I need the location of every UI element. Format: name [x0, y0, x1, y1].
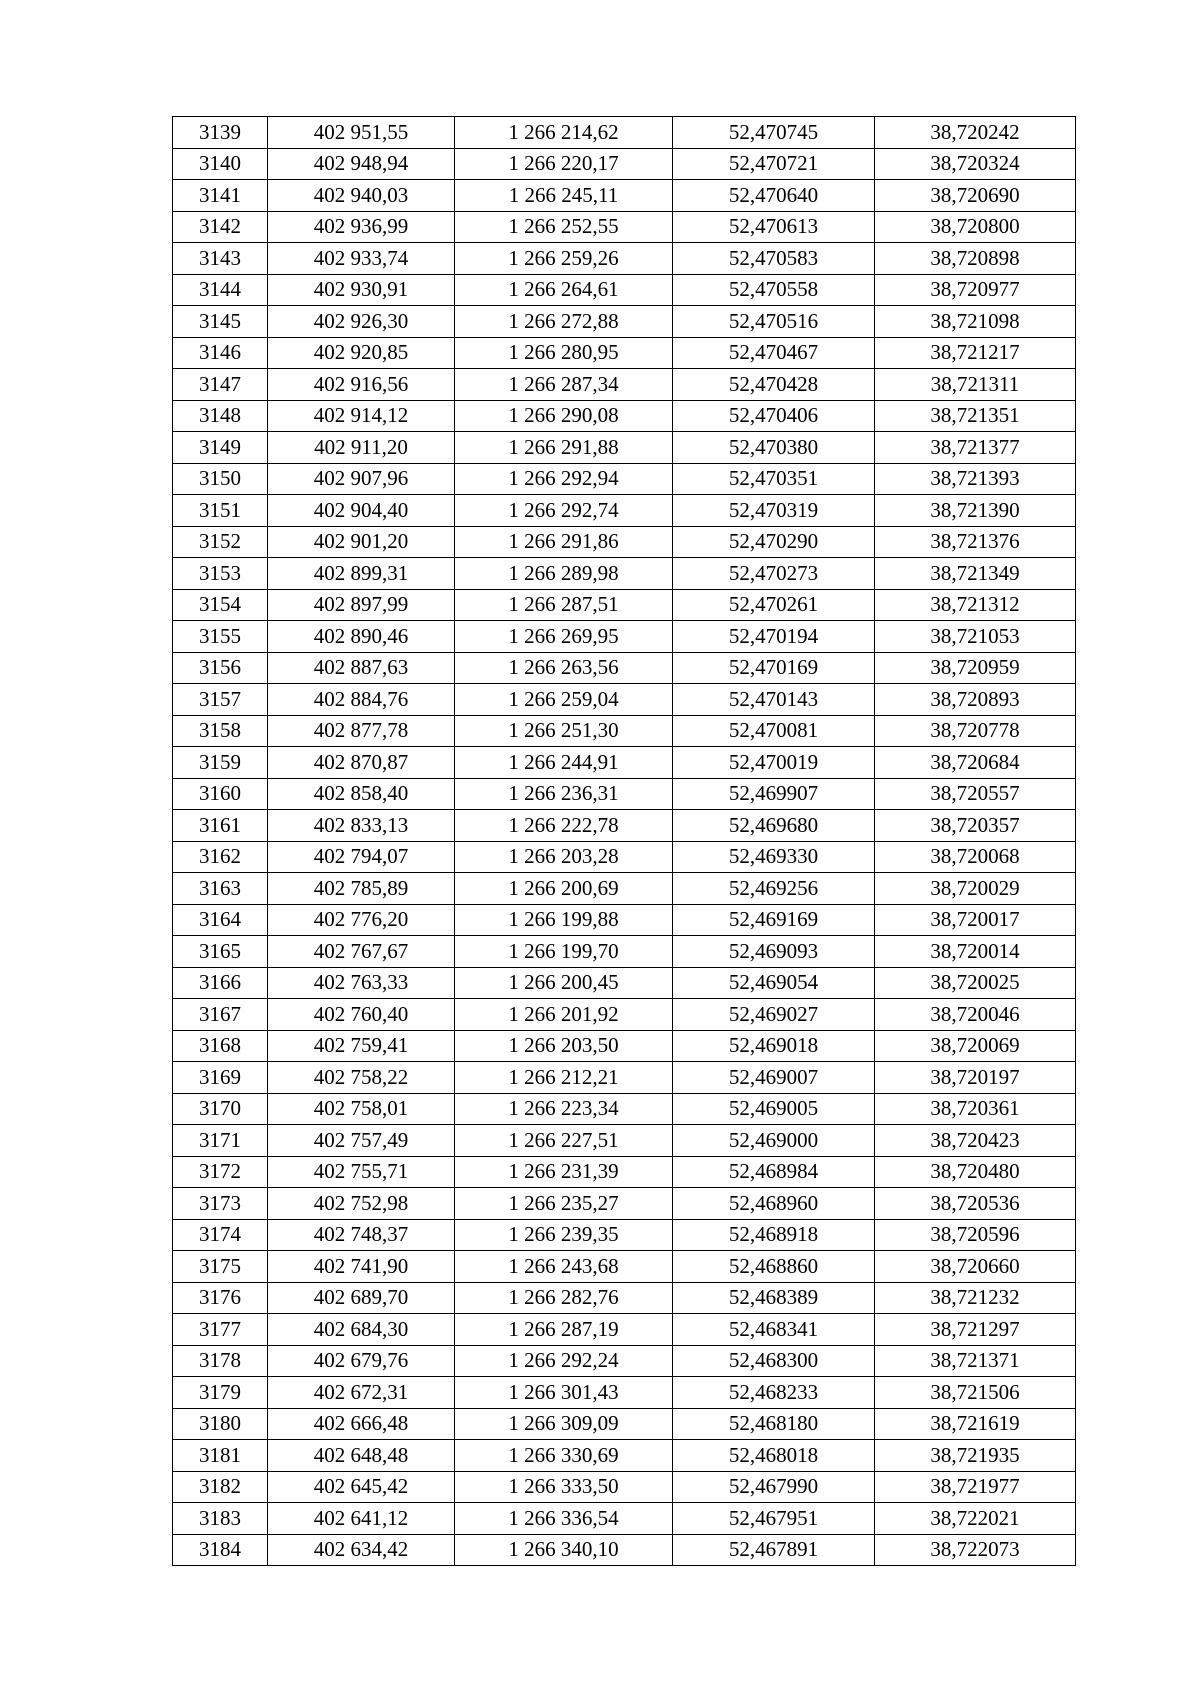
table-row — [173, 400, 1076, 432]
x-coordinate-cell: 402 916,56 — [268, 369, 455, 401]
x-coordinate-cell: 402 920,85 — [268, 337, 455, 369]
point-number-cell: 3184 — [173, 1534, 268, 1566]
table-row — [173, 1125, 1076, 1157]
point-number-cell: 3140 — [173, 148, 268, 180]
x-coordinate-cell: 402 634,42 — [268, 1534, 455, 1566]
table-row — [173, 243, 1076, 275]
point-number-cell: 3155 — [173, 621, 268, 653]
longitude-cell: 38,721935 — [875, 1440, 1076, 1472]
latitude-cell: 52,470745 — [673, 117, 875, 149]
latitude-cell: 52,468341 — [673, 1314, 875, 1346]
table-row — [173, 526, 1076, 558]
point-number-cell: 3173 — [173, 1188, 268, 1220]
latitude-cell: 52,470261 — [673, 589, 875, 621]
y-coordinate-cell: 1 266 259,04 — [455, 684, 673, 716]
table-row — [173, 904, 1076, 936]
table-row — [173, 211, 1076, 243]
latitude-cell: 52,468860 — [673, 1251, 875, 1283]
y-coordinate-cell: 1 266 236,31 — [455, 778, 673, 810]
longitude-cell: 38,720660 — [875, 1251, 1076, 1283]
point-number-cell: 3148 — [173, 400, 268, 432]
longitude-cell: 38,721053 — [875, 621, 1076, 653]
table-row — [173, 1314, 1076, 1346]
y-coordinate-cell: 1 266 292,74 — [455, 495, 673, 527]
point-number-cell: 3153 — [173, 558, 268, 590]
longitude-cell: 38,720357 — [875, 810, 1076, 842]
x-coordinate-cell: 402 759,41 — [268, 1030, 455, 1062]
y-coordinate-cell: 1 266 264,61 — [455, 274, 673, 306]
x-coordinate-cell: 402 904,40 — [268, 495, 455, 527]
x-coordinate-cell: 402 679,76 — [268, 1345, 455, 1377]
longitude-cell: 38,720014 — [875, 936, 1076, 968]
x-coordinate-cell: 402 785,89 — [268, 873, 455, 905]
y-coordinate-cell: 1 266 251,30 — [455, 715, 673, 747]
x-coordinate-cell: 402 758,22 — [268, 1062, 455, 1094]
y-coordinate-cell: 1 266 292,24 — [455, 1345, 673, 1377]
latitude-cell: 52,470290 — [673, 526, 875, 558]
point-number-cell: 3172 — [173, 1156, 268, 1188]
point-number-cell: 3164 — [173, 904, 268, 936]
longitude-cell: 38,720069 — [875, 1030, 1076, 1062]
point-number-cell: 3171 — [173, 1125, 268, 1157]
latitude-cell: 52,470516 — [673, 306, 875, 338]
point-number-cell: 3167 — [173, 999, 268, 1031]
x-coordinate-cell: 402 689,70 — [268, 1282, 455, 1314]
y-coordinate-cell: 1 266 243,68 — [455, 1251, 673, 1283]
y-coordinate-cell: 1 266 291,88 — [455, 432, 673, 464]
latitude-cell: 52,470351 — [673, 463, 875, 495]
x-coordinate-cell: 402 933,74 — [268, 243, 455, 275]
x-coordinate-cell: 402 672,31 — [268, 1377, 455, 1409]
longitude-cell: 38,720046 — [875, 999, 1076, 1031]
y-coordinate-cell: 1 266 227,51 — [455, 1125, 673, 1157]
table-row — [173, 337, 1076, 369]
y-coordinate-cell: 1 266 287,34 — [455, 369, 673, 401]
table-row — [173, 148, 1076, 180]
latitude-cell: 52,468984 — [673, 1156, 875, 1188]
longitude-cell: 38,721506 — [875, 1377, 1076, 1409]
table-row — [173, 463, 1076, 495]
y-coordinate-cell: 1 266 280,95 — [455, 337, 673, 369]
table-row — [173, 117, 1076, 149]
x-coordinate-cell: 402 755,71 — [268, 1156, 455, 1188]
y-coordinate-cell: 1 266 203,50 — [455, 1030, 673, 1062]
longitude-cell: 38,720017 — [875, 904, 1076, 936]
table-row — [173, 1251, 1076, 1283]
point-number-cell: 3181 — [173, 1440, 268, 1472]
longitude-cell: 38,721371 — [875, 1345, 1076, 1377]
latitude-cell: 52,469027 — [673, 999, 875, 1031]
point-number-cell: 3174 — [173, 1219, 268, 1251]
longitude-cell: 38,720197 — [875, 1062, 1076, 1094]
y-coordinate-cell: 1 266 287,51 — [455, 589, 673, 621]
x-coordinate-cell: 402 763,33 — [268, 967, 455, 999]
latitude-cell: 52,468300 — [673, 1345, 875, 1377]
point-number-cell: 3182 — [173, 1471, 268, 1503]
point-number-cell: 3159 — [173, 747, 268, 779]
y-coordinate-cell: 1 266 200,45 — [455, 967, 673, 999]
x-coordinate-cell: 402 901,20 — [268, 526, 455, 558]
x-coordinate-cell: 402 794,07 — [268, 841, 455, 873]
x-coordinate-cell: 402 936,99 — [268, 211, 455, 243]
point-number-cell: 3161 — [173, 810, 268, 842]
table-row — [173, 1188, 1076, 1220]
table-row — [173, 1377, 1076, 1409]
latitude-cell: 52,469680 — [673, 810, 875, 842]
longitude-cell: 38,720959 — [875, 652, 1076, 684]
point-number-cell: 3146 — [173, 337, 268, 369]
table-row — [173, 810, 1076, 842]
y-coordinate-cell: 1 266 259,26 — [455, 243, 673, 275]
y-coordinate-cell: 1 266 200,69 — [455, 873, 673, 905]
table-row — [173, 1503, 1076, 1535]
table-row — [173, 1219, 1076, 1251]
longitude-cell: 38,720557 — [875, 778, 1076, 810]
y-coordinate-cell: 1 266 231,39 — [455, 1156, 673, 1188]
x-coordinate-cell: 402 776,20 — [268, 904, 455, 936]
point-number-cell: 3157 — [173, 684, 268, 716]
latitude-cell: 52,469007 — [673, 1062, 875, 1094]
point-number-cell: 3165 — [173, 936, 268, 968]
longitude-cell: 38,721377 — [875, 432, 1076, 464]
x-coordinate-cell: 402 899,31 — [268, 558, 455, 590]
latitude-cell: 52,469256 — [673, 873, 875, 905]
longitude-cell: 38,720361 — [875, 1093, 1076, 1125]
table-row — [173, 967, 1076, 999]
longitude-cell: 38,720536 — [875, 1188, 1076, 1220]
latitude-cell: 52,468389 — [673, 1282, 875, 1314]
latitude-cell: 52,470640 — [673, 180, 875, 212]
table-row — [173, 1408, 1076, 1440]
y-coordinate-cell: 1 266 301,43 — [455, 1377, 673, 1409]
coordinates-table-body — [173, 117, 1076, 1566]
y-coordinate-cell: 1 266 309,09 — [455, 1408, 673, 1440]
y-coordinate-cell: 1 266 282,76 — [455, 1282, 673, 1314]
longitude-cell: 38,721619 — [875, 1408, 1076, 1440]
point-number-cell: 3139 — [173, 117, 268, 149]
y-coordinate-cell: 1 266 199,70 — [455, 936, 673, 968]
table-row — [173, 652, 1076, 684]
x-coordinate-cell: 402 911,20 — [268, 432, 455, 464]
longitude-cell: 38,720068 — [875, 841, 1076, 873]
latitude-cell: 52,469005 — [673, 1093, 875, 1125]
point-number-cell: 3169 — [173, 1062, 268, 1094]
longitude-cell: 38,720800 — [875, 211, 1076, 243]
y-coordinate-cell: 1 266 340,10 — [455, 1534, 673, 1566]
latitude-cell: 52,470319 — [673, 495, 875, 527]
table-row — [173, 306, 1076, 338]
y-coordinate-cell: 1 266 220,17 — [455, 148, 673, 180]
point-number-cell: 3158 — [173, 715, 268, 747]
table-row — [173, 873, 1076, 905]
latitude-cell: 52,470380 — [673, 432, 875, 464]
y-coordinate-cell: 1 266 245,11 — [455, 180, 673, 212]
longitude-cell: 38,721217 — [875, 337, 1076, 369]
x-coordinate-cell: 402 741,90 — [268, 1251, 455, 1283]
table-row — [173, 715, 1076, 747]
x-coordinate-cell: 402 760,40 — [268, 999, 455, 1031]
latitude-cell: 52,468180 — [673, 1408, 875, 1440]
x-coordinate-cell: 402 887,63 — [268, 652, 455, 684]
y-coordinate-cell: 1 266 272,88 — [455, 306, 673, 338]
table-row — [173, 999, 1076, 1031]
x-coordinate-cell: 402 890,46 — [268, 621, 455, 653]
point-number-cell: 3179 — [173, 1377, 268, 1409]
x-coordinate-cell: 402 940,03 — [268, 180, 455, 212]
longitude-cell: 38,720690 — [875, 180, 1076, 212]
x-coordinate-cell: 402 758,01 — [268, 1093, 455, 1125]
longitude-cell: 38,720242 — [875, 117, 1076, 149]
longitude-cell: 38,721297 — [875, 1314, 1076, 1346]
x-coordinate-cell: 402 757,49 — [268, 1125, 455, 1157]
point-number-cell: 3176 — [173, 1282, 268, 1314]
latitude-cell: 52,470081 — [673, 715, 875, 747]
latitude-cell: 52,470143 — [673, 684, 875, 716]
longitude-cell: 38,720423 — [875, 1125, 1076, 1157]
y-coordinate-cell: 1 266 235,27 — [455, 1188, 673, 1220]
x-coordinate-cell: 402 897,99 — [268, 589, 455, 621]
latitude-cell: 52,467951 — [673, 1503, 875, 1535]
x-coordinate-cell: 402 870,87 — [268, 747, 455, 779]
latitude-cell: 52,470019 — [673, 747, 875, 779]
point-number-cell: 3180 — [173, 1408, 268, 1440]
y-coordinate-cell: 1 266 239,35 — [455, 1219, 673, 1251]
point-number-cell: 3144 — [173, 274, 268, 306]
longitude-cell: 38,721977 — [875, 1471, 1076, 1503]
point-number-cell: 3160 — [173, 778, 268, 810]
table-row — [173, 1156, 1076, 1188]
latitude-cell: 52,470613 — [673, 211, 875, 243]
y-coordinate-cell: 1 266 287,19 — [455, 1314, 673, 1346]
longitude-cell: 38,720778 — [875, 715, 1076, 747]
point-number-cell: 3151 — [173, 495, 268, 527]
coordinates-table — [172, 116, 1076, 1566]
latitude-cell: 52,470721 — [673, 148, 875, 180]
latitude-cell: 52,470558 — [673, 274, 875, 306]
y-coordinate-cell: 1 266 289,98 — [455, 558, 673, 590]
y-coordinate-cell: 1 266 292,94 — [455, 463, 673, 495]
latitude-cell: 52,468018 — [673, 1440, 875, 1472]
point-number-cell: 3183 — [173, 1503, 268, 1535]
latitude-cell: 52,470406 — [673, 400, 875, 432]
table-row — [173, 180, 1076, 212]
x-coordinate-cell: 402 645,42 — [268, 1471, 455, 1503]
table-row — [173, 589, 1076, 621]
x-coordinate-cell: 402 951,55 — [268, 117, 455, 149]
point-number-cell: 3163 — [173, 873, 268, 905]
table-row — [173, 747, 1076, 779]
table-row — [173, 495, 1076, 527]
x-coordinate-cell: 402 684,30 — [268, 1314, 455, 1346]
latitude-cell: 52,470194 — [673, 621, 875, 653]
y-coordinate-cell: 1 266 223,34 — [455, 1093, 673, 1125]
y-coordinate-cell: 1 266 244,91 — [455, 747, 673, 779]
x-coordinate-cell: 402 648,48 — [268, 1440, 455, 1472]
point-number-cell: 3175 — [173, 1251, 268, 1283]
y-coordinate-cell: 1 266 269,95 — [455, 621, 673, 653]
point-number-cell: 3152 — [173, 526, 268, 558]
longitude-cell: 38,720025 — [875, 967, 1076, 999]
latitude-cell: 52,467990 — [673, 1471, 875, 1503]
x-coordinate-cell: 402 767,67 — [268, 936, 455, 968]
point-number-cell: 3178 — [173, 1345, 268, 1377]
x-coordinate-cell: 402 833,13 — [268, 810, 455, 842]
y-coordinate-cell: 1 266 333,50 — [455, 1471, 673, 1503]
longitude-cell: 38,720898 — [875, 243, 1076, 275]
y-coordinate-cell: 1 266 330,69 — [455, 1440, 673, 1472]
longitude-cell: 38,720684 — [875, 747, 1076, 779]
latitude-cell: 52,468918 — [673, 1219, 875, 1251]
point-number-cell: 3150 — [173, 463, 268, 495]
point-number-cell: 3156 — [173, 652, 268, 684]
longitude-cell: 38,720480 — [875, 1156, 1076, 1188]
y-coordinate-cell: 1 266 214,62 — [455, 117, 673, 149]
point-number-cell: 3162 — [173, 841, 268, 873]
point-number-cell: 3154 — [173, 589, 268, 621]
latitude-cell: 52,469018 — [673, 1030, 875, 1062]
y-coordinate-cell: 1 266 252,55 — [455, 211, 673, 243]
x-coordinate-cell: 402 641,12 — [268, 1503, 455, 1535]
table-row — [173, 369, 1076, 401]
longitude-cell: 38,721390 — [875, 495, 1076, 527]
y-coordinate-cell: 1 266 203,28 — [455, 841, 673, 873]
table-row — [173, 936, 1076, 968]
point-number-cell: 3168 — [173, 1030, 268, 1062]
longitude-cell: 38,721232 — [875, 1282, 1076, 1314]
longitude-cell: 38,721311 — [875, 369, 1076, 401]
latitude-cell: 52,468233 — [673, 1377, 875, 1409]
y-coordinate-cell: 1 266 212,21 — [455, 1062, 673, 1094]
table-row — [173, 1345, 1076, 1377]
x-coordinate-cell: 402 926,30 — [268, 306, 455, 338]
latitude-cell: 52,469907 — [673, 778, 875, 810]
table-row — [173, 1282, 1076, 1314]
y-coordinate-cell: 1 266 290,08 — [455, 400, 673, 432]
latitude-cell: 52,468960 — [673, 1188, 875, 1220]
point-number-cell: 3177 — [173, 1314, 268, 1346]
longitude-cell: 38,721351 — [875, 400, 1076, 432]
latitude-cell: 52,469169 — [673, 904, 875, 936]
x-coordinate-cell: 402 907,96 — [268, 463, 455, 495]
longitude-cell: 38,720324 — [875, 148, 1076, 180]
point-number-cell: 3166 — [173, 967, 268, 999]
longitude-cell: 38,722073 — [875, 1534, 1076, 1566]
point-number-cell: 3147 — [173, 369, 268, 401]
latitude-cell: 52,470583 — [673, 243, 875, 275]
y-coordinate-cell: 1 266 291,86 — [455, 526, 673, 558]
latitude-cell: 52,469093 — [673, 936, 875, 968]
table-row — [173, 1471, 1076, 1503]
longitude-cell: 38,721376 — [875, 526, 1076, 558]
longitude-cell: 38,721312 — [875, 589, 1076, 621]
latitude-cell: 52,467891 — [673, 1534, 875, 1566]
x-coordinate-cell: 402 877,78 — [268, 715, 455, 747]
table-row — [173, 1062, 1076, 1094]
longitude-cell: 38,721393 — [875, 463, 1076, 495]
longitude-cell: 38,720977 — [875, 274, 1076, 306]
point-number-cell: 3170 — [173, 1093, 268, 1125]
x-coordinate-cell: 402 858,40 — [268, 778, 455, 810]
table-row — [173, 841, 1076, 873]
latitude-cell: 52,470169 — [673, 652, 875, 684]
latitude-cell: 52,469054 — [673, 967, 875, 999]
table-row — [173, 274, 1076, 306]
latitude-cell: 52,470428 — [673, 369, 875, 401]
table-row — [173, 1440, 1076, 1472]
x-coordinate-cell: 402 930,91 — [268, 274, 455, 306]
y-coordinate-cell: 1 266 199,88 — [455, 904, 673, 936]
latitude-cell: 52,469330 — [673, 841, 875, 873]
latitude-cell: 52,470273 — [673, 558, 875, 590]
point-number-cell: 3145 — [173, 306, 268, 338]
longitude-cell: 38,720596 — [875, 1219, 1076, 1251]
longitude-cell: 38,721098 — [875, 306, 1076, 338]
table-row — [173, 432, 1076, 464]
y-coordinate-cell: 1 266 263,56 — [455, 652, 673, 684]
x-coordinate-cell: 402 884,76 — [268, 684, 455, 716]
longitude-cell: 38,720029 — [875, 873, 1076, 905]
longitude-cell: 38,722021 — [875, 1503, 1076, 1535]
y-coordinate-cell: 1 266 336,54 — [455, 1503, 673, 1535]
table-row — [173, 621, 1076, 653]
x-coordinate-cell: 402 948,94 — [268, 148, 455, 180]
table-row — [173, 1093, 1076, 1125]
x-coordinate-cell: 402 914,12 — [268, 400, 455, 432]
y-coordinate-cell: 1 266 201,92 — [455, 999, 673, 1031]
table-row — [173, 1534, 1076, 1566]
point-number-cell: 3141 — [173, 180, 268, 212]
longitude-cell: 38,721349 — [875, 558, 1076, 590]
table-row — [173, 778, 1076, 810]
table-row — [173, 1030, 1076, 1062]
point-number-cell: 3143 — [173, 243, 268, 275]
x-coordinate-cell: 402 666,48 — [268, 1408, 455, 1440]
latitude-cell: 52,470467 — [673, 337, 875, 369]
y-coordinate-cell: 1 266 222,78 — [455, 810, 673, 842]
table-row — [173, 558, 1076, 590]
x-coordinate-cell: 402 752,98 — [268, 1188, 455, 1220]
point-number-cell: 3149 — [173, 432, 268, 464]
x-coordinate-cell: 402 748,37 — [268, 1219, 455, 1251]
point-number-cell: 3142 — [173, 211, 268, 243]
latitude-cell: 52,469000 — [673, 1125, 875, 1157]
table-row — [173, 684, 1076, 716]
longitude-cell: 38,720893 — [875, 684, 1076, 716]
